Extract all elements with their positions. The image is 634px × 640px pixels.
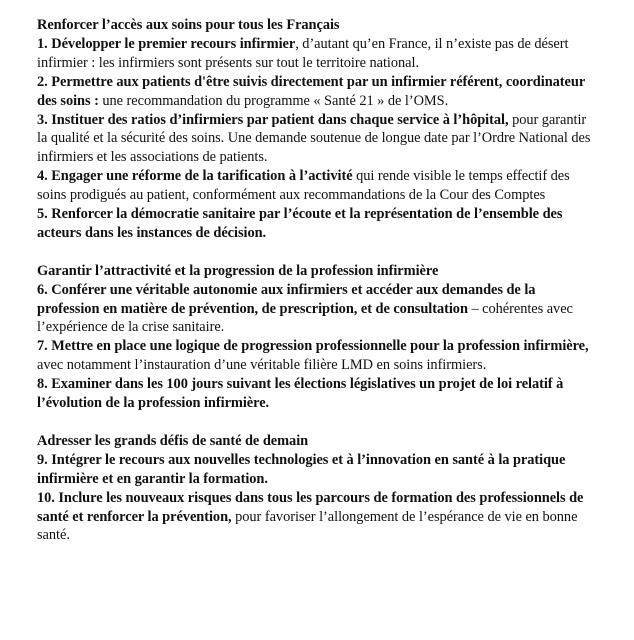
section-access: [37, 16, 597, 243]
list-item: [37, 73, 597, 111]
item-text: , d’autant qu’en France, il n’existe pas de désert infirmier : les infirmiers sont présents sur tout le territoire national.: [37, 35, 569, 71]
list-item: [37, 111, 597, 168]
list-item: [37, 35, 597, 73]
item-title: 1. Développer le premier recours infirmier: [37, 35, 296, 52]
item-text: – cohérentes avec l’expérience de la crise sanitaire.: [37, 300, 573, 336]
list-item: [37, 375, 597, 413]
list-item: [37, 489, 597, 546]
item-title: 10. Inclure les nouveaux risques dans tous les parcours de formation des professionnels de santé et renforcer la prévention,: [37, 489, 584, 525]
item-text: avec notamment l’instauration d’une véritable filière LMD en soins infirmiers.: [37, 357, 487, 374]
list-item: [37, 337, 597, 375]
list-item: [37, 451, 597, 489]
item-title: 6. Conférer une véritable autonomie aux infirmiers et accéder aux demandes de la profession en matière de prévention, de prescription, et de consultation: [37, 281, 536, 317]
section-attractiveness: [37, 262, 597, 413]
item-title: 4. Engager une réforme de la tarification à l’activité: [37, 168, 353, 185]
item-text: pour garantir la qualité et la sécurité des soins. Une demande soutenue de longue date par l’Ordre National des infirmiers et les associations de patients.: [37, 111, 591, 166]
item-title: 3. Instituer des ratios d’infirmiers par patient dans chaque service à l’hôpital,: [37, 111, 509, 128]
item-title: 9. Intégrer le recours aux nouvelles technologies et à l’innovation en santé à la pratique infirmière et en garantir la formation.: [37, 451, 566, 487]
item-title: 7. Mettre en place une logique de progression professionnelle pour la profession infirmière,: [37, 338, 589, 355]
item-text: pour favoriser l’allongement de l’espérance de vie en bonne santé.: [37, 508, 578, 544]
item-title: 8. Examiner dans les 100 jours suivant les élections législatives un projet de loi relatif à l’évolution de la profession infirmière.: [37, 376, 564, 412]
section-heading: Garantir l’attractivité et la progression de la profession infirmière: [37, 262, 439, 279]
item-title: 2. Permettre aux patients d'être suivis directement par un infirmier référent, coordinateur des soins :: [37, 73, 585, 109]
list-item: [37, 205, 597, 243]
list-item: [37, 167, 597, 205]
list-item: [37, 281, 597, 338]
section-heading: Adresser les grands défis de santé de demain: [37, 432, 309, 449]
section-challenges: [37, 432, 597, 545]
item-text: une recommandation du programme « Santé 21 » de l’OMS.: [98, 92, 449, 109]
item-title: 5. Renforcer la démocratie sanitaire par l’écoute et la représentation de l’ensemble des acteurs dans les instances de décision.: [37, 206, 563, 241]
section-heading: Renforcer l’accès aux soins pour tous les Français: [37, 17, 340, 33]
item-text: qui rende visible le temps effectif des soins prodigués au patient, conformément aux recommandations de la Cour des Comptes: [37, 168, 570, 204]
